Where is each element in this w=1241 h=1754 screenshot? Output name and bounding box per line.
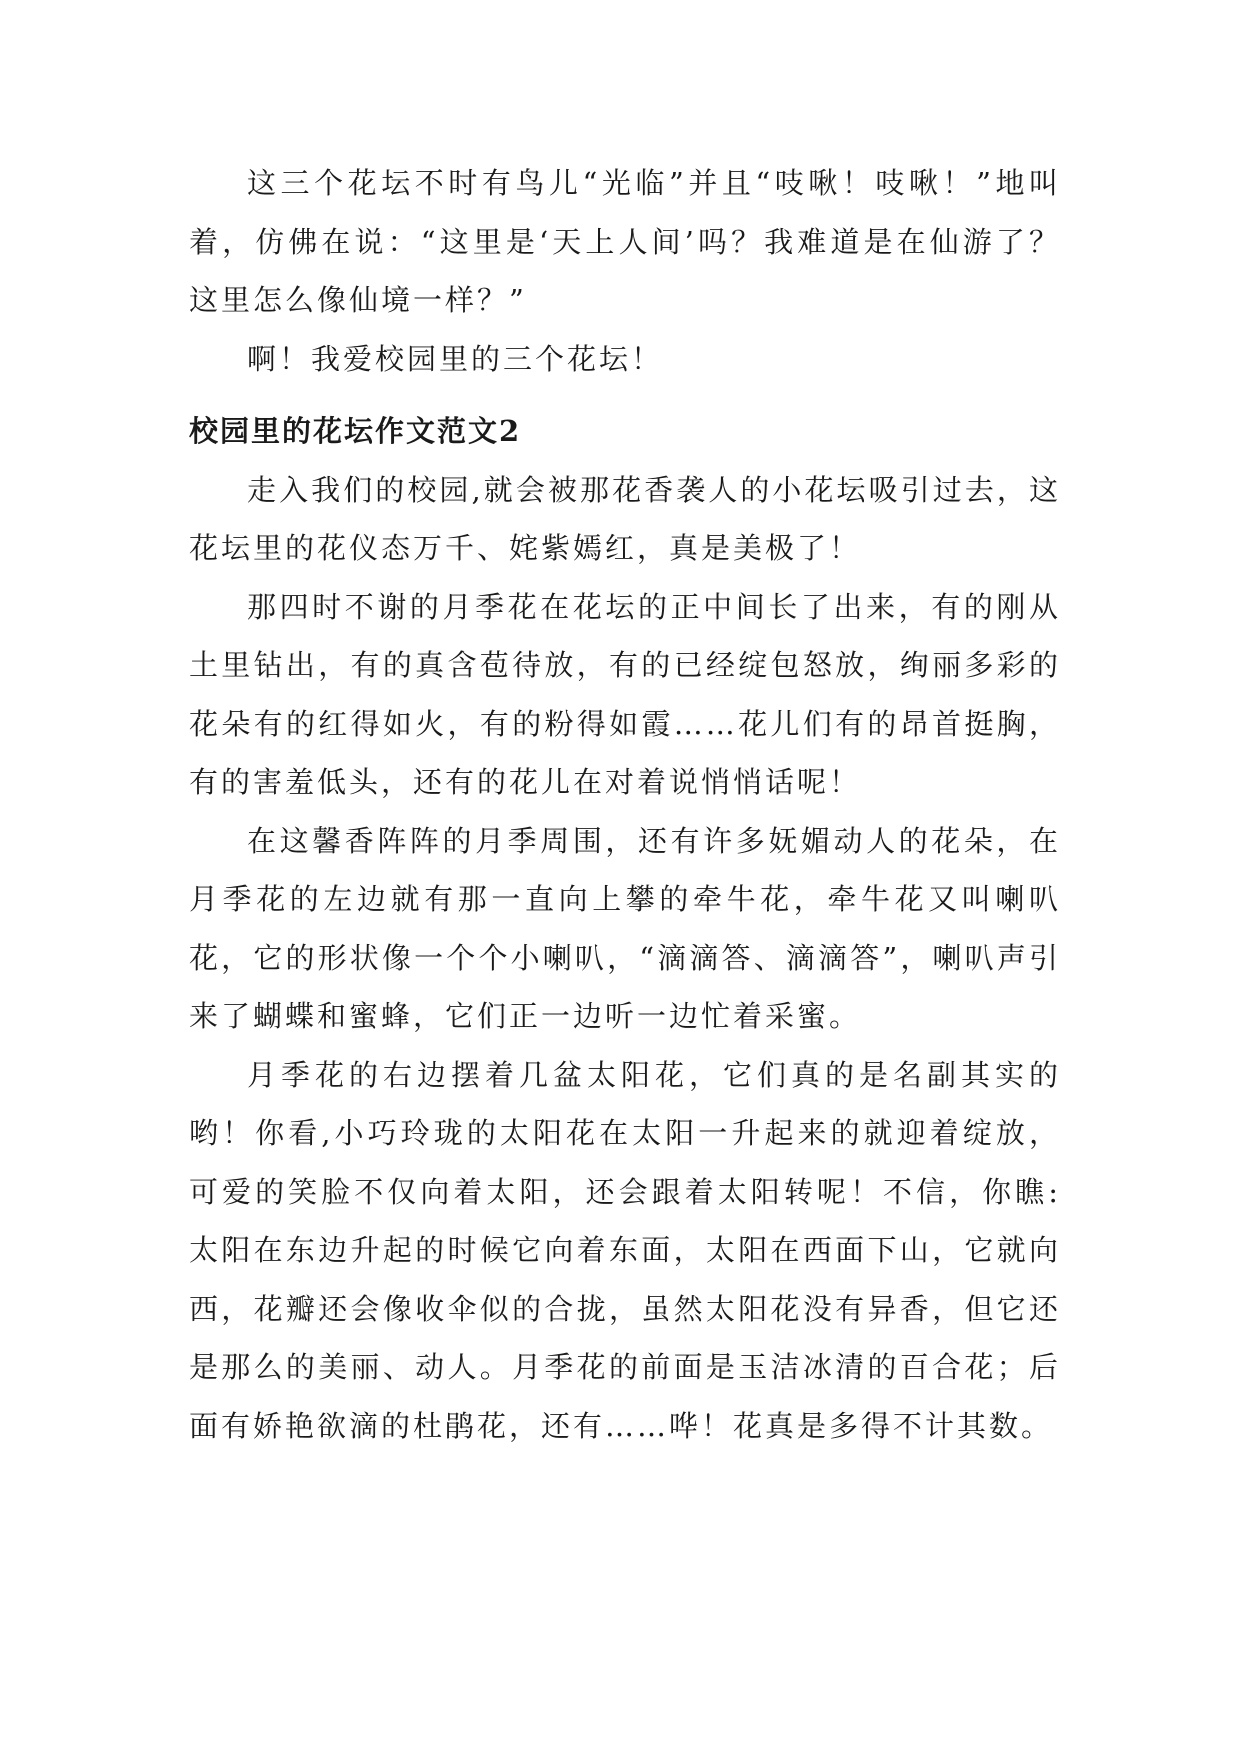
- essay-title: 校园里的花坛作文范文2: [189, 414, 522, 448]
- paragraph-morning-glory: 在这馨香阵阵的月季周围，还有许多妩媚动人的花朵，在月季花的左边就有那一直向上攀的牵牛花，牵牛花又叫喇叭花，它的形状像一个个小喇叭，“滴滴答、滴滴答”，喇叭声引来了蝴蝶和蜜蜂，它们正一边听一边忙着采蜜。: [189, 823, 1061, 1033]
- paragraph-sun-flower: 月季花的右边摆着几盆太阳花，它们真的是名副其实的哟！你看,小巧玲珑的太阳花在太阳一升起来的就迎着绽放，可爱的笑脸不仅向着太阳，还会跟着太阳转呢！不信，你瞧:太阳在东边升起的时候它向着东面，太阳在西面下山，它就向西，花瓣还会像收伞似的合拢，虽然太阳花没有异香，但它还是那么的美丽、动人。月季花的前面是玉洁冰清的百合花；后面有娇艳欲滴的杜鹃花，还有……哗！花真是多得不计其数。: [189, 1057, 1061, 1443]
- paragraph-campus-entrance: 走入我们的校园,就会被那花香袭人的小花坛吸引过去，这花坛里的花仪态万千、姹紫嫣红，真是美极了！: [189, 472, 1061, 565]
- section-1: [189, 154, 1061, 388]
- paragraph-bird-visits: 这三个花坛不时有鸟儿“光临”并且“吱啾！吱啾！”地叫着，仿佛在说：“这里是‘天上人间’吗？我难道是在仙游了？这里怎么像仙境一样？”: [189, 166, 1061, 317]
- paragraph-rose-center: 那四时不谢的月季花在花坛的正中间长了出来，有的刚从土里钻出，有的真含苞待放，有的已经绽包怒放，绚丽多彩的花朵有的红得如火，有的粉得如霞……花儿们有的昂首挺胸，有的害羞低头，还有的花儿在对着说悄悄话呢！: [189, 589, 1061, 799]
- section-2: [189, 402, 1061, 1455]
- paragraph-love-flowerbeds: 啊！我爱校园里的三个花坛！: [247, 341, 664, 376]
